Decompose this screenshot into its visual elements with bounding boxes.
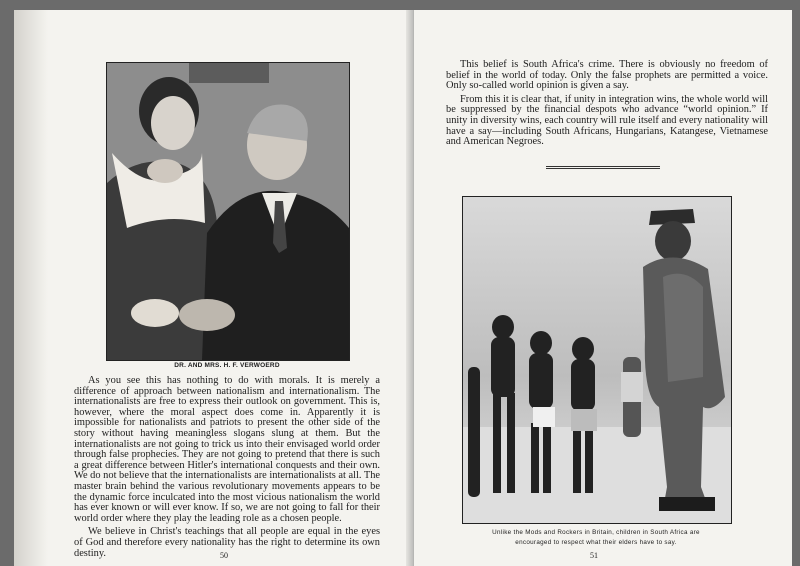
left-page <box>14 10 413 566</box>
caption-line: Unlike the Mods and Rockers in Britain, children in South Africa are <box>492 529 700 536</box>
page-number: 50 <box>220 551 228 560</box>
paragraph: As you see this has nothing to do with morals. It is merely a difference of approach between nationalism and internationalism. The internationalists are free to express their outlook on government. This is, however, where the moral aspect does come in. Apparently it is impossible for nationalists and patriots to present the other side of the story without having meaningless slogans slung at them. But the internationalists are not going to trick us into their envisaged world order through false prophecies. They are not going to pretend that there is such a great difference between Hitler's international conquests and their own. We do not believe that the internationalists are internationalists at all. The master brain behind the various revolutionary movements appears to be the dynamic force inculcated into the most vicious nationalism the world has ever known or will ever know. If so, we are not going to fall for their world order where they play the leading role as a chosen people. <box>74 375 380 524</box>
caption-line: encouraged to respect what their elders have to say. <box>515 539 677 546</box>
right-body-text <box>446 60 768 148</box>
paragraph: From this it is clear that, if unity in integration wins, the whole world will be suppressed by the financial despots who advance “world opinion.” If unity in diversity wins, each country will rule itself and every nationality will have a say—including South Africans, Hungarians, Katangese, Vietnamese and American Negroes. <box>446 93 768 148</box>
left-body-text <box>74 376 380 559</box>
photo-caption <box>454 528 738 548</box>
paragraph: We believe in Christ's teachings that all people are equal in the eyes of God and therefore every nationality has the right to determine its own destiny. <box>74 526 380 559</box>
verwoerd-photo <box>106 62 350 361</box>
page-edge-shadow <box>14 10 48 566</box>
paragraph: This belief is South Africa's crime. There is obviously no freedom of belief in the world of today. Only the false prophets are permitted a voice. Only so-called world opinion is given a say. <box>446 59 768 92</box>
book-spread <box>14 10 792 566</box>
page-number: 51 <box>590 551 598 560</box>
photo-caption: DR. AND MRS. H. F. VERWOERD <box>174 362 280 369</box>
section-divider <box>546 166 660 169</box>
right-page <box>414 10 792 566</box>
children-photo <box>462 196 732 524</box>
